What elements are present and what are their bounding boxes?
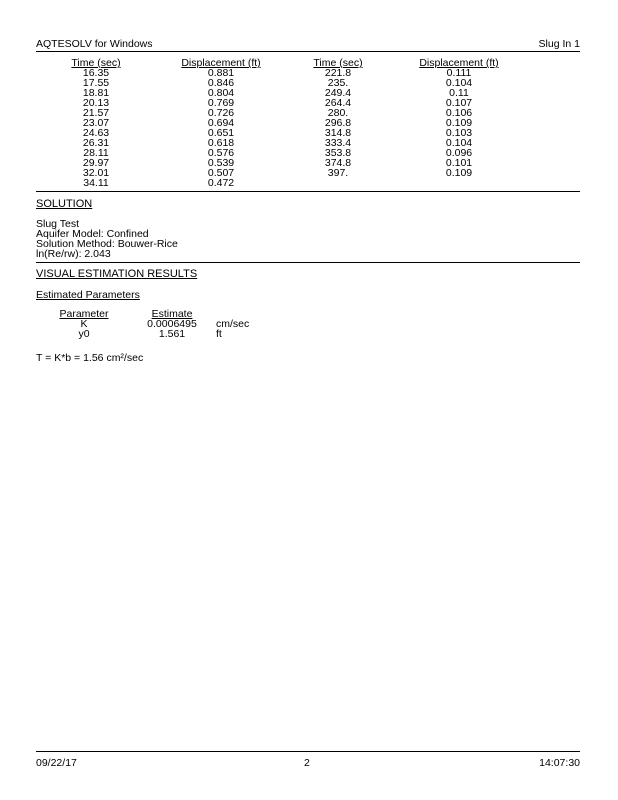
table-cell: 0.103 [445,127,473,139]
section-divider [36,262,580,263]
table-cell: 0.804 [207,87,235,99]
table-cell: 374.8 [324,157,352,169]
table-cell: 235. [327,77,349,89]
table-cell: 0.104 [445,137,473,149]
table-cell: 23.07 [82,117,110,129]
table-cell: 0.111 [446,67,472,79]
table-cell: 0.881 [207,67,235,79]
transmissivity-formula: T = K*b = 1.56 cm²/sec [36,352,144,364]
table-cell: 34.11 [83,177,109,189]
footer-rule [36,751,580,752]
table-cell: 29.97 [82,157,110,169]
table-cell: 280. [327,107,349,119]
column-values [414,68,504,178]
page-number: 2 [304,757,310,769]
table-cell: 20.13 [82,97,110,109]
table-cell: 0.726 [207,107,235,119]
table-cell: 0.107 [445,97,473,109]
table-cell: 21.57 [82,107,110,119]
table-cell: 221.8 [324,67,352,79]
table-cell: 24.63 [82,127,110,139]
parameter-estimate: 1.561 [158,328,186,340]
table-cell: 0.769 [207,97,235,109]
visual-results-title: VISUAL ESTIMATION RESULTS [36,268,198,280]
column-header: Time (sec) [71,57,121,69]
parameter-header: Parameter [59,308,109,320]
estimate-header: Estimate [151,308,193,320]
table-cell: 0.096 [445,147,473,159]
parameter-unit: cm/sec [216,318,250,330]
parameter-column [54,309,114,339]
displacement-column-2 [414,58,504,178]
table-cell: 17.55 [82,77,110,89]
solution-line: Slug Test [36,218,79,230]
column-header: Time (sec) [313,57,363,69]
time-column-1 [66,58,126,188]
table-cell: 18.81 [82,87,110,99]
table-cell: 26.31 [82,137,110,149]
table-cell: 264.4 [324,97,352,109]
parameter-unit: ft [216,328,222,340]
solution-details [36,219,178,259]
column-values [308,68,368,178]
table-cell: 0.11 [449,87,469,99]
column-values [171,68,271,188]
footer-date: 09/22/17 [36,757,77,769]
table-cell: 0.101 [445,157,473,169]
table-cell: 296.8 [324,117,352,129]
solution-line: ln(Re/rw): 2.043 [36,248,111,260]
header-rule [36,51,580,52]
table-cell: 0.846 [207,77,235,89]
table-cell: 0.106 [445,107,473,119]
estimated-parameters-subtitle: Estimated Parameters [36,289,140,301]
table-cell: 0.539 [207,157,235,169]
table-cell: 28.11 [83,147,109,159]
table-cell: 0.618 [207,137,235,149]
parameter-estimate: 0.0006495 [147,318,197,330]
table-cell: 0.651 [207,127,235,139]
column-header: Displacement (ft) [419,57,499,69]
table-cell: 314.8 [324,127,352,139]
table-cell: 397. [327,167,349,179]
solution-line: Aquifer Model: Confined [36,228,149,240]
table-cell: 0.104 [445,77,473,89]
column-header: Displacement (ft) [181,57,261,69]
table-cell: 353.8 [324,147,352,159]
app-title: AQTESOLV for Windows [36,38,153,50]
test-name: Slug In 1 [538,38,580,50]
table-cell: 0.507 [207,167,235,179]
table-cell: 32.01 [82,167,110,179]
time-column-2 [308,58,368,178]
section-divider [36,191,580,192]
solution-line: Solution Method: Bouwer-Rice [36,238,178,250]
table-cell: 0.109 [445,167,473,179]
table-cell: 16.35 [82,67,110,79]
column-values [66,68,126,188]
table-cell: 0.472 [207,177,235,189]
table-cell: 0.576 [207,147,235,159]
table-cell: 0.109 [445,117,473,129]
solution-title: SOLUTION [36,198,93,210]
parameter-name: y0 [78,328,90,340]
displacement-column-1 [171,58,271,188]
parameter-name: K [80,318,88,330]
footer-time: 14:07:30 [539,757,580,769]
table-cell: 249.4 [324,87,352,99]
table-cell: 333.4 [324,137,352,149]
table-cell: 0.694 [207,117,235,129]
estimate-column [142,309,202,339]
unit-column [216,309,276,339]
